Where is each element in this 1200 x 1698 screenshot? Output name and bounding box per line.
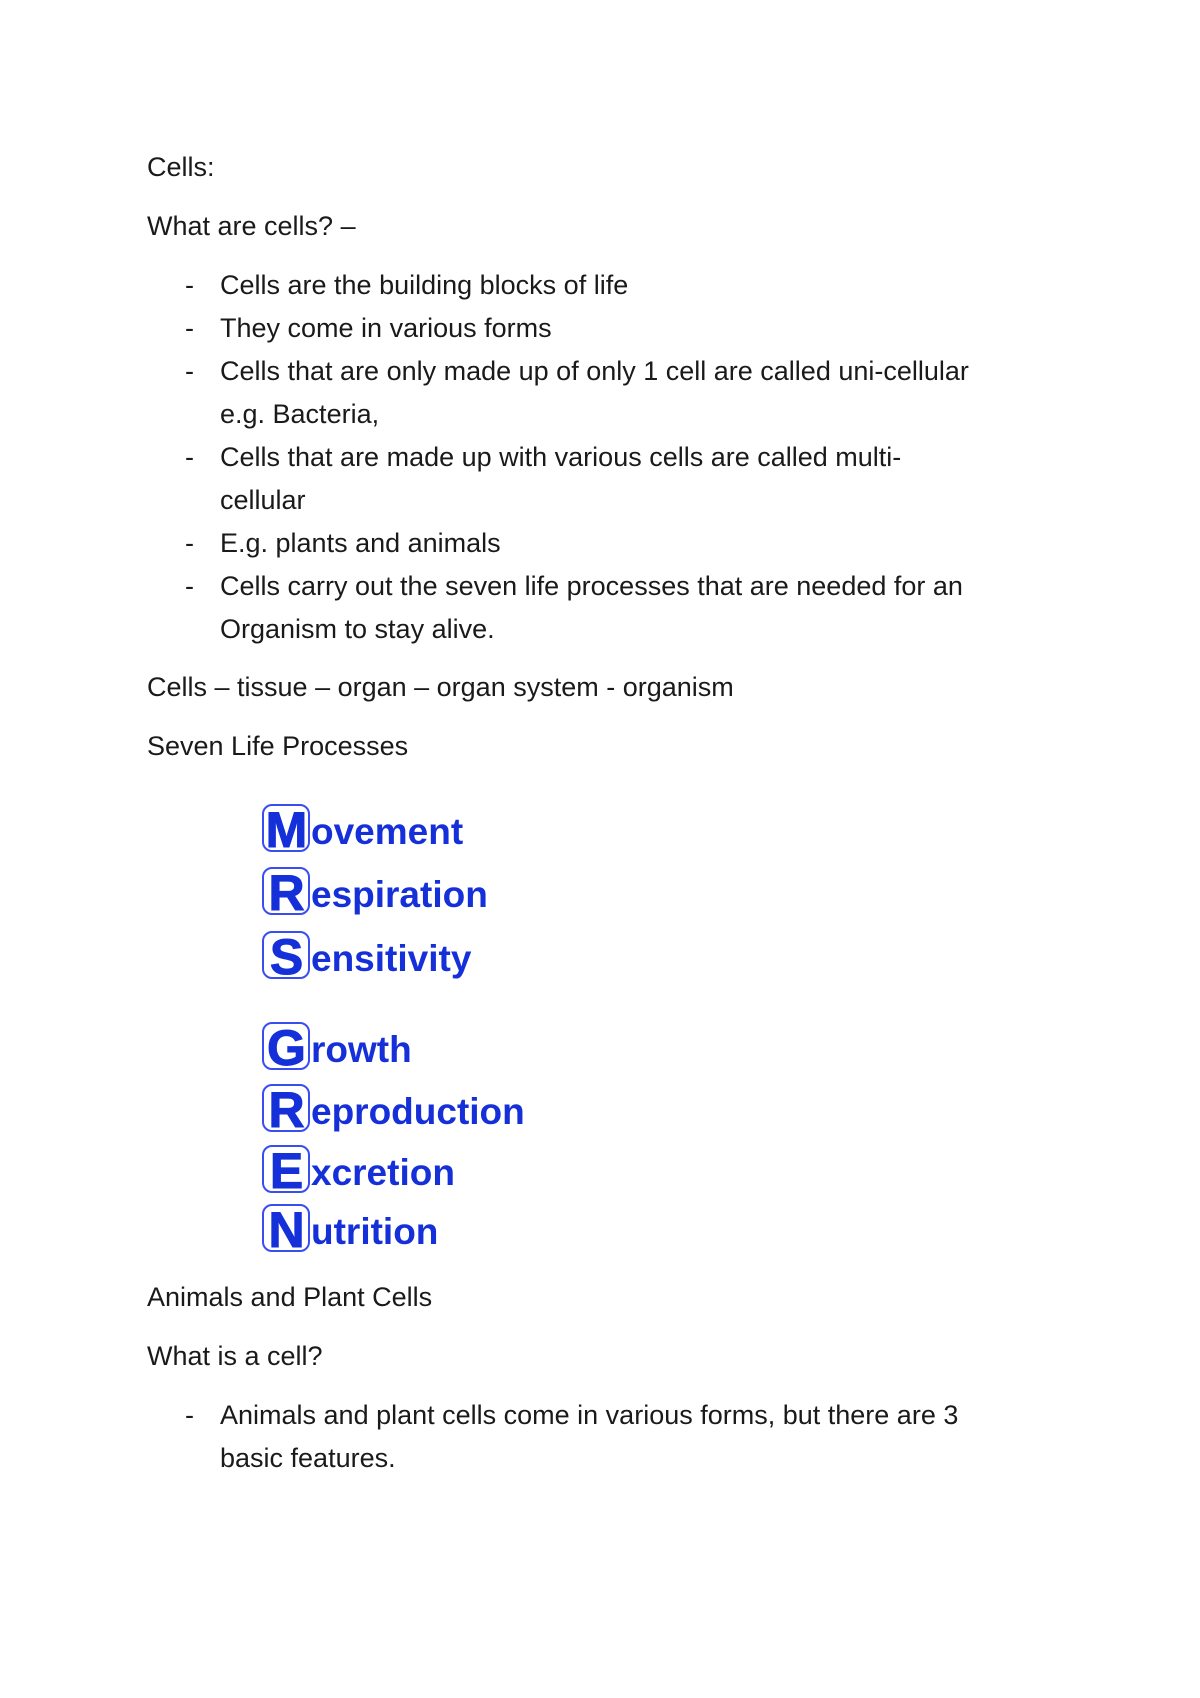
bullet-dash: -	[185, 442, 194, 472]
bullet-dash: -	[185, 528, 194, 558]
mrs-gren-word: eproduction	[311, 1091, 525, 1132]
mrs-gren-initial: R	[262, 1084, 310, 1132]
mrs-gren-word: rowth	[311, 1029, 412, 1070]
mrs-gren-initial: N	[262, 1204, 310, 1252]
list-item	[147, 565, 1097, 651]
mrs-gren-initial: R	[262, 867, 310, 915]
question-what-is-a-cell: What is a cell?	[147, 1341, 323, 1371]
mrs-gren-initial: E	[262, 1145, 310, 1193]
bullet-dash: -	[185, 356, 194, 386]
mrs-gren-word: ovement	[311, 811, 464, 852]
list-item	[147, 350, 1097, 436]
bullet-text-continued: cellular	[220, 485, 306, 515]
bullet-text: Animals and plant cells come in various forms, but there are 3	[220, 1400, 959, 1430]
list-item	[147, 522, 1097, 565]
bullet-text: They come in various forms	[220, 313, 552, 343]
bullet-text-continued: basic features.	[220, 1443, 396, 1473]
bullet-text: Cells that are only made up of only 1 cell are called uni-cellular	[220, 356, 969, 386]
list-item	[147, 264, 1097, 307]
cells-bullet-list	[147, 264, 1097, 651]
mrs-gren-item	[262, 1200, 439, 1258]
mrs-gren-initial: S	[262, 931, 310, 979]
mrs-gren-initial: G	[262, 1022, 310, 1070]
bullet-text: E.g. plants and animals	[220, 528, 501, 558]
mrs-gren-item	[262, 1080, 525, 1138]
mrs-gren-word: ensitivity	[311, 938, 472, 979]
mrs-gren-item	[262, 863, 488, 921]
bullet-dash: -	[185, 270, 194, 300]
bullet-text: Cells are the building blocks of life	[220, 270, 629, 300]
bullet-dash: -	[185, 1400, 194, 1430]
mrs-gren-item	[262, 1141, 455, 1199]
mrs-gren-item	[262, 927, 472, 985]
bullet-text-continued: Organism to stay alive.	[220, 614, 495, 644]
list-item	[147, 1394, 1097, 1480]
bullet-text: Cells carry out the seven life processes that are needed for an	[220, 571, 963, 601]
list-item	[147, 436, 1097, 522]
bullet-dash: -	[185, 313, 194, 343]
heading-cells: Cells:	[147, 152, 215, 182]
hierarchy-line: Cells – tissue – organ – organ system - organism	[147, 672, 734, 702]
mrs-gren-word: espiration	[311, 874, 488, 915]
mrs-gren-initial: M	[262, 804, 310, 852]
animals-plant-cells-heading: Animals and Plant Cells	[147, 1282, 433, 1312]
bullet-text-continued: e.g. Bacteria,	[220, 399, 380, 429]
cell-features-bullet-list	[147, 1394, 1097, 1480]
list-item	[147, 307, 1097, 350]
question-what-are-cells: What are cells? –	[147, 211, 356, 241]
mrs-gren-word: utrition	[311, 1211, 439, 1252]
mrs-gren-word: xcretion	[311, 1152, 455, 1193]
mrs-gren-item	[262, 800, 464, 858]
bullet-text: Cells that are made up with various cells are called multi-	[220, 442, 902, 472]
mrs-gren-item	[262, 1018, 412, 1076]
seven-life-processes-title: Seven Life Processes	[147, 731, 409, 761]
bullet-dash: -	[185, 571, 194, 601]
